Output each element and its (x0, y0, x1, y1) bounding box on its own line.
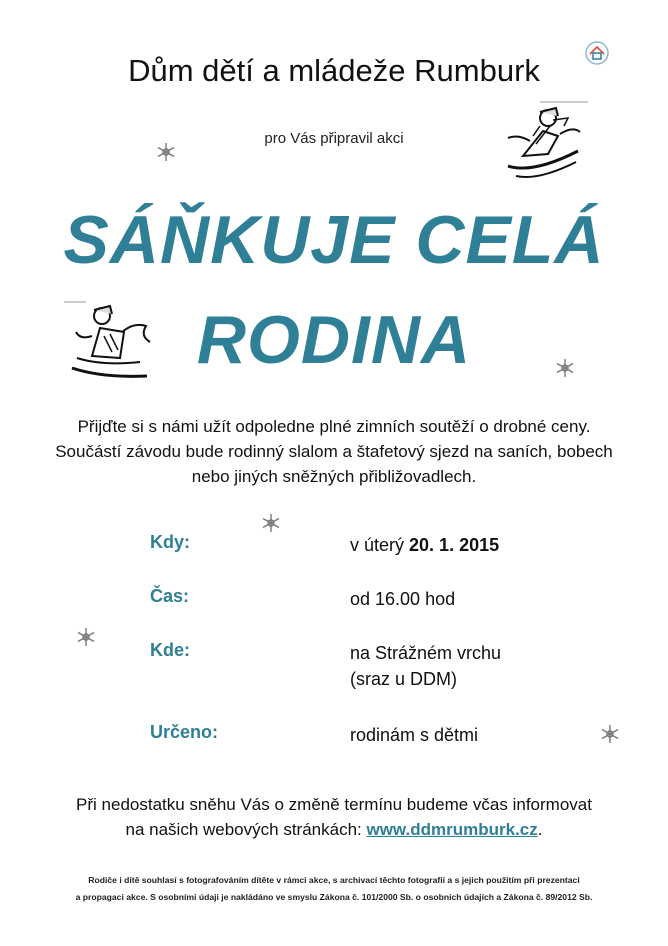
organization-title: Dům dětí a mládeže Rumburk (128, 53, 540, 88)
snowflake-icon (600, 724, 620, 744)
event-title-line2: RODINA (196, 302, 472, 378)
description-line: Součástí závodu bude rodinný slalom a štafetový sjezd na saních, bobech (55, 442, 613, 461)
snowflake-icon (76, 627, 96, 647)
intro-text: pro Vás připravil akci (264, 130, 404, 147)
description-line: nebo jiných sněžných přibližovadlech. (191, 467, 477, 486)
snowflake-icon (555, 358, 575, 378)
event-title-line1: SÁŇKUJE CELÁ (63, 202, 605, 278)
legal-line1: Rodiče i dítě souhlasí s fotografováním dítěte v rámci akce, s archivací těchto fotografií a s jejich použitím při prezentaci (88, 875, 580, 885)
where-line1: na Strážném vrchu (350, 643, 502, 663)
snowflake-icon (156, 142, 176, 162)
house-logo-icon (584, 40, 610, 66)
event-date: 20. 1. 2015 (409, 535, 500, 555)
notice-line2 (0, 817, 668, 842)
website-link[interactable]: www.ddmrumburk.cz (366, 820, 538, 839)
when-label: Kdy: (150, 532, 190, 552)
time-label: Čas: (150, 586, 190, 606)
audience-label: Určeno: (150, 722, 219, 742)
where-label: Kde: (150, 640, 190, 660)
where-line2: (sraz u DDM) (350, 669, 457, 689)
notice-line2-suffix: . (537, 820, 543, 839)
snowflake-icon (261, 513, 281, 533)
sledding-kids-illustration (62, 296, 152, 386)
sledding-kids-illustration (498, 96, 588, 186)
when-prefix: v úterý (350, 535, 410, 555)
legal-disclaimer (0, 872, 668, 906)
audience-value: rodinám s dětmi (350, 725, 479, 745)
notice-line1: Při nedostatku sněhu Vás o změně termínu budeme včas informovat (76, 795, 592, 814)
where-value (350, 640, 501, 692)
when-value (350, 532, 499, 558)
event-description (0, 414, 668, 489)
legal-line2: a propagaci akce. S osobními údaji je nakládáno ve smyslu Zákona č. 101/2000 Sb. o osobních údajích a Zákona č. 89/2012 Sb. (75, 892, 593, 902)
notice-line2-prefix: na našich webových stránkách: (125, 820, 367, 839)
snow-notice (0, 792, 668, 842)
time-value: od 16.00 hod (350, 589, 456, 609)
description-line: Přijďte si s námi užít odpoledne plné zimních soutěží o drobné ceny. (77, 417, 591, 436)
